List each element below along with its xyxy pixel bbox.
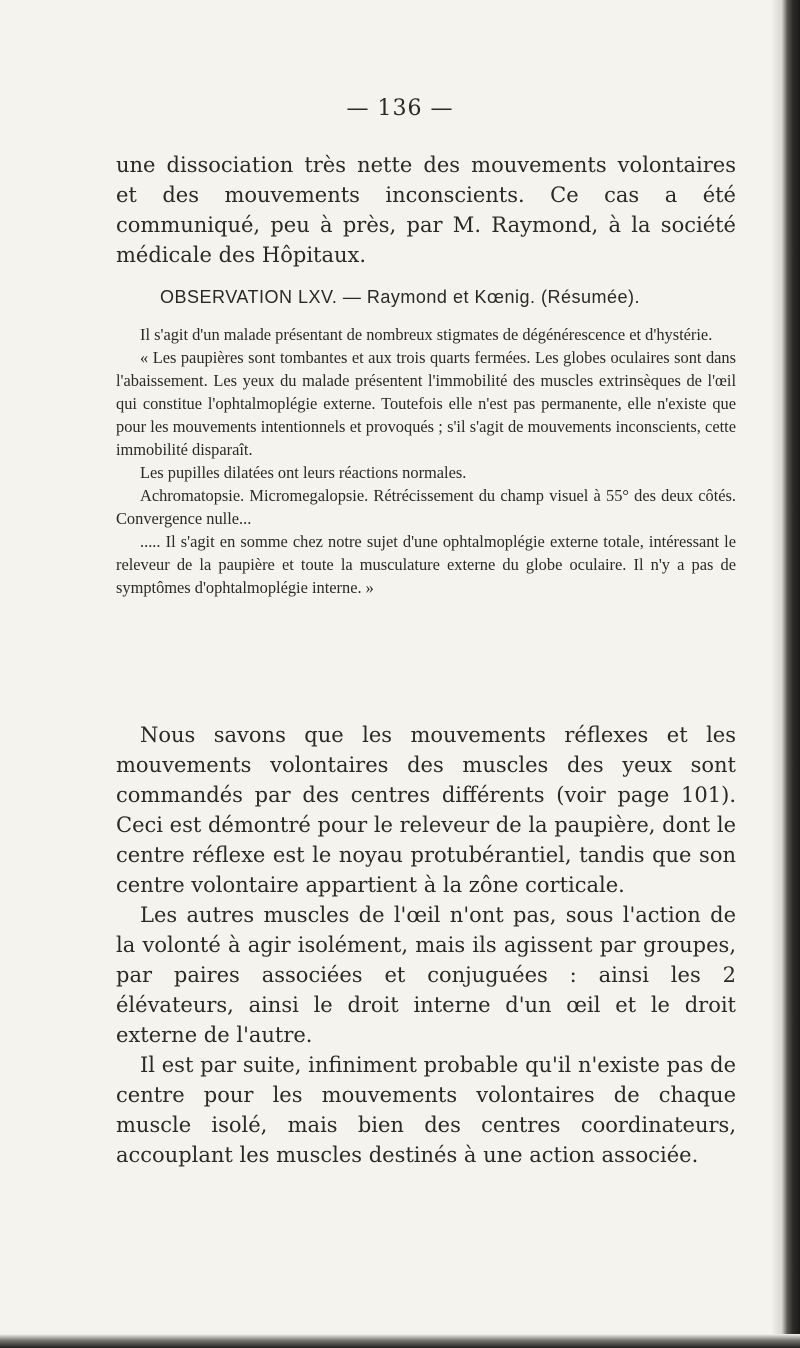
- intro-paragraph: une dissociation très nette des mouvements volontaires et des mouvements inconscients. Ce cas a été communiqué, peu à près, par M. Raymond, à la société médicale des Hôpitaux.: [116, 153, 736, 267]
- body-paragraph: Il est par suite, infiniment probable qu'il n'existe pas de centre pour les mouvements volontaires de chaque muscle isolé, mais bien des centres coordinateurs, accouplant les muscles destinés à une action associée.: [116, 1053, 736, 1167]
- observation-paragraph: Les pupilles dilatées ont leurs réactions normales.: [140, 463, 467, 482]
- book-spine-edge: [772, 0, 800, 1348]
- observation-heading: OBSERVATION LXV. — Raymond et Kœnig. (Résumée).: [160, 287, 640, 307]
- body-text-block: [116, 720, 736, 1170]
- intro-paragraph-block: [116, 150, 736, 270]
- page-number: — 136 —: [346, 96, 454, 121]
- observation-block: [116, 323, 736, 599]
- observation-paragraph: Achromatopsie. Micromegalopsie. Rétrécissement du champ visuel à 55° des deux côtés. Convergence nulle...: [116, 486, 736, 528]
- observation-paragraph: ..... Il s'agit en somme chez notre sujet d'une ophtalmoplégie externe totale, intéressant le releveur de la paupière et toute la musculature externe du globe oculaire. Il n'y a pas de symptômes d'ophtalmoplégie interne. »: [116, 532, 736, 597]
- body-paragraph: Les autres muscles de l'œil n'ont pas, sous l'action de la volonté à agir isolément, mais ils agissent par groupes, par paires associées et conjuguées : ainsi les 2 élévateurs, ainsi le droit interne d'un œil et le droit externe de l'autre.: [116, 903, 736, 1047]
- observation-paragraph: « Les paupières sont tombantes et aux trois quarts fermées. Les globes oculaires sont dans l'abaissement. Les yeux du malade présentent l'immobilité des muscles extrinsèques de l'œil qui constitue l'ophtalmoplégie externe. Toutefois elle n'est pas permanente, elle n'existe que pour les mouvements intentionnels et provoqués ; s'il s'agit de mouvements inconscients, cette immobilité disparaît.: [116, 348, 736, 459]
- observation-paragraph: Il s'agit d'un malade présentant de nombreux stigmates de dégénérescence et d'hystérie.: [140, 325, 713, 344]
- body-paragraph: Nous savons que les mouvements réflexes et les mouvements volontaires des muscles des yeux sont commandés par des centres différents (voir page 101). Ceci est démontré pour le releveur de la paupière, dont le centre réflexe est le noyau protubérantiel, tandis que son centre volontaire appartient à la zône corticale.: [116, 723, 737, 897]
- page-bottom-edge: [0, 1334, 800, 1348]
